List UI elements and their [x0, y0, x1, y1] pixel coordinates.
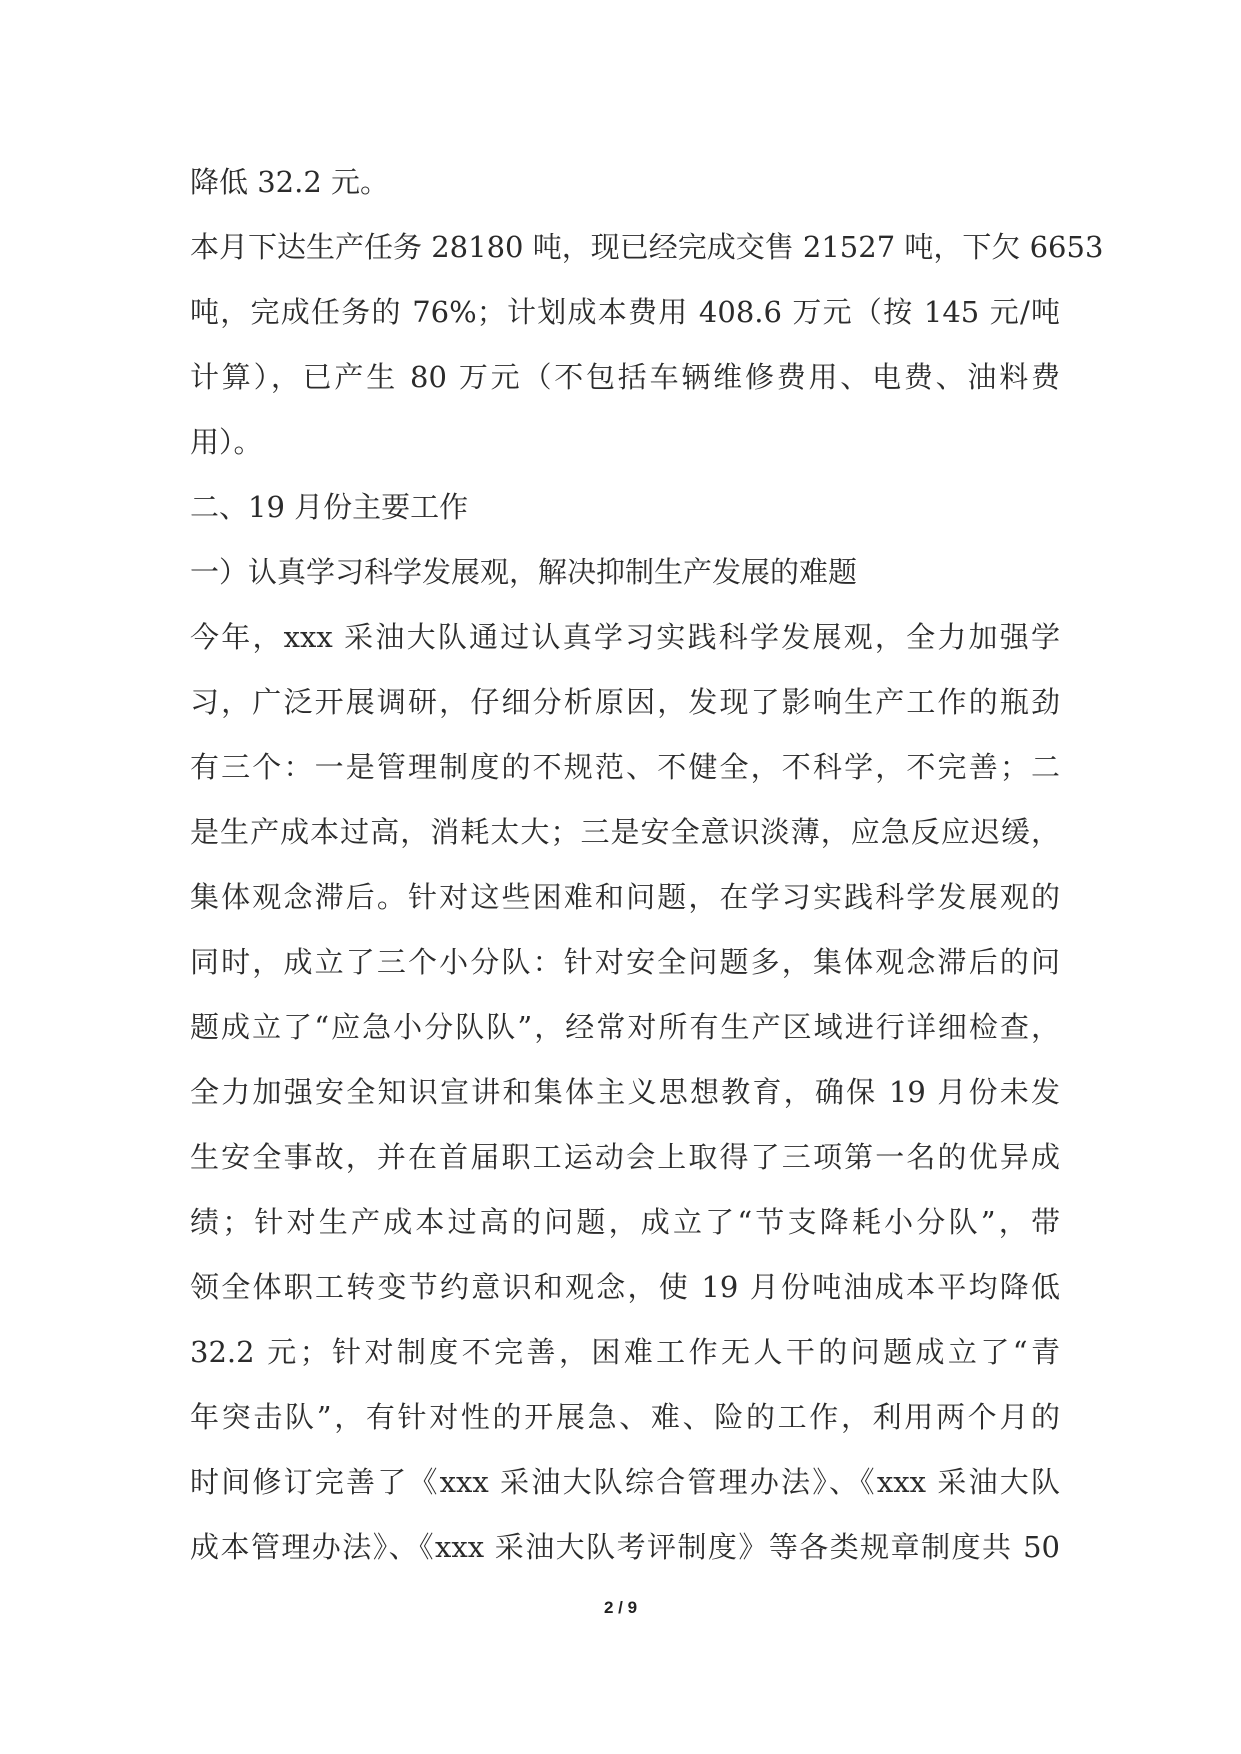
text-line: 吨，完成任务的 76%；计划成本费用 408.6 万元（按 145 元/吨 — [190, 295, 1060, 329]
text-line: 降低 32.2 元。 — [190, 165, 390, 199]
subsection-heading: 一）认真学习科学发展观，解决抑制生产发展的难题 — [190, 555, 858, 589]
text-line: 32.2 元；针对制度不完善，困难工作无人干的问题成立了“青 — [190, 1335, 1060, 1369]
text-line: 今年，xxx 采油大队通过认真学习实践科学发展观，全力加强学 — [190, 620, 1060, 654]
text-line: 同时，成立了三个小分队：针对安全问题多，集体观念滞后的问 — [190, 945, 1060, 979]
text-line: 计算），已产生 80 万元（不包括车辆维修费用、电费、油料费 — [190, 360, 1060, 394]
text-line: 领全体职工转变节约意识和观念，使 19 月份吨油成本平均降低 — [190, 1270, 1060, 1304]
text-line: 成本管理办法》、《xxx 采油大队考评制度》等各类规章制度共 50 — [190, 1530, 1060, 1564]
text-line: 时间修订完善了《xxx 采油大队综合管理办法》、《xxx 采油大队 — [190, 1465, 1060, 1499]
text-line: 集体观念滞后。针对这些困难和问题，在学习实践科学发展观的 — [190, 880, 1060, 914]
text-line: 用）。 — [190, 425, 263, 459]
text-line: 题成立了“应急小分队队”，经常对所有生产区域进行详细检查， — [190, 1010, 1060, 1044]
page-number: 2 / 9 — [603, 1598, 638, 1617]
body-text — [190, 150, 1104, 1580]
text-line: 绩；针对生产成本过高的问题，成立了“节支降耗小分队”，带 — [190, 1205, 1060, 1239]
section-heading: 二、19 月份主要工作 — [190, 490, 469, 524]
text-line: 年突击队”，有针对性的开展急、难、险的工作，利用两个月的 — [190, 1400, 1060, 1434]
text-line: 有三个：一是管理制度的不规范、不健全，不科学，不完善；二 — [190, 750, 1060, 784]
text-line: 本月下达生产任务 28180 吨，现已经完成交售 21527 吨，下欠 6653 — [190, 230, 1104, 264]
text-line: 习，广泛开展调研，仔细分析原因，发现了影响生产工作的瓶劲 — [190, 685, 1060, 719]
text-line: 是生产成本过高，消耗太大；三是安全意识淡薄，应急反应迟缓， — [190, 815, 1060, 849]
text-line: 全力加强安全知识宣讲和集体主义思想教育，确保 19 月份未发 — [190, 1075, 1060, 1109]
text-line: 生安全事故，并在首届职工运动会上取得了三项第一名的优异成 — [190, 1140, 1060, 1174]
